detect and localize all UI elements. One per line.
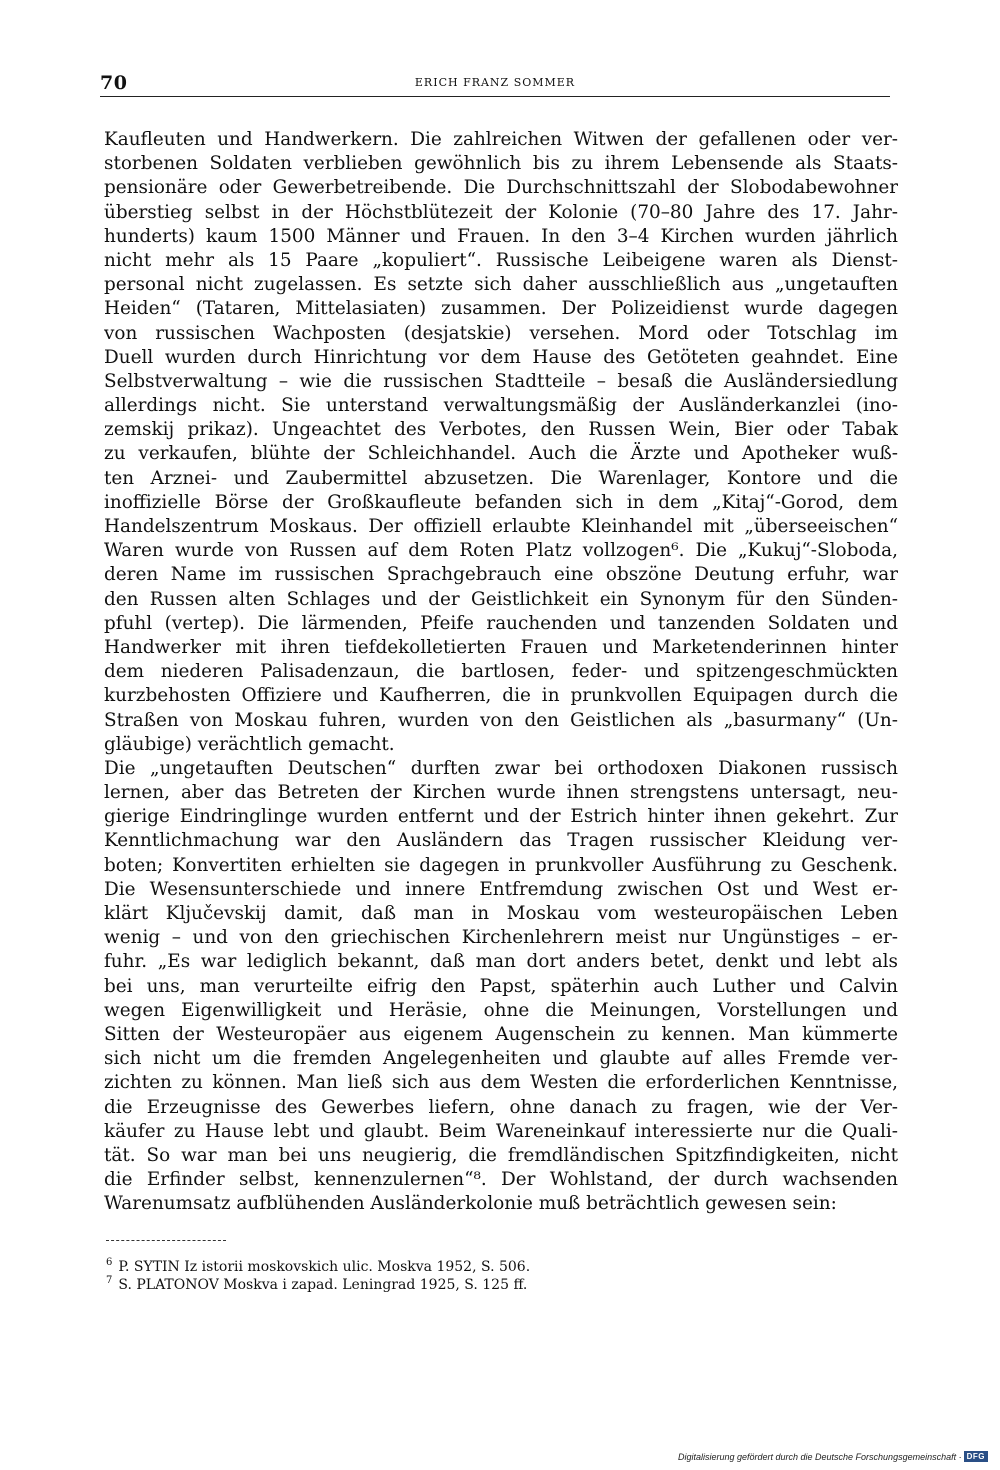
- text-line: Heiden“ (Tataren, Mittelasiaten) zusammen. Der Polizeidienst wurde dagegen: [104, 298, 898, 320]
- text-line: wenig – und von den griechischen Kirchenlehrern meist nur Ungünstiges – er-: [104, 927, 898, 949]
- text-line: überstieg selbst in der Höchstblütezeit der Kolonie (70–80 Jahre des 17. Jahr-: [104, 201, 898, 223]
- text-line: gierige Eindringlinge wurden entfernt und der Estrich hinter ihnen gekehrt. Zur: [104, 806, 898, 828]
- text-line: käufer zu Hause lebt und glaubt. Beim Wareneinkauf interessierte nur die Quali-: [104, 1120, 898, 1142]
- text-line: storbenen Soldaten verblieben gewöhnlich bis zu ihrem Lebensende als Staats-: [104, 153, 898, 175]
- text-line: boten; Konvertiten erhielten sie dagegen in prunkvoller Ausführung zu Geschenk.: [104, 854, 898, 876]
- text-line: allerdings nicht. Sie unterstand verwaltungsmäßig der Ausländerkanzlei (ino-: [104, 395, 898, 417]
- text-line: Die „ungetauften Deutschen“ durften zwar bei orthodoxen Diakonen russisch: [104, 757, 898, 779]
- page-header: [100, 70, 890, 97]
- text-line: inoffizielle Börse der Großkaufleute befanden sich in dem „Kitaj“-Gorod, dem: [104, 491, 898, 513]
- running-head: ERICH FRANZ SOMMER: [414, 76, 576, 89]
- footnote-mark: 7: [106, 1275, 113, 1287]
- text-line: Duell wurden durch Hinrichtung vor dem Hause des Getöteten geahndet. Eine: [104, 346, 898, 368]
- text-line: Waren wurde von Russen auf dem Roten Platz vollzogen⁶. Die „Kukuj“-Sloboda,: [104, 540, 898, 562]
- footnote-text: P. SYTIN Iz istorii moskovskich ulic. Moskva 1952, S. 506.: [118, 1259, 531, 1275]
- text-line: fuhr. „Es war lediglich bekannt, daß man dort anders betet, denkt und lebt als: [104, 951, 898, 973]
- text-line: Straßen von Moskau fuhren, wurden von den Geistlichen als „basurmany“ (Un-: [104, 709, 898, 731]
- text-line: sich nicht um die fremden Angelegenheiten und glaubte auf alles Fremde ver-: [104, 1048, 898, 1070]
- text-line: von russischen Wachposten (desjatskie) versehen. Mord oder Totschlag im: [104, 322, 898, 344]
- digitization-footer: [678, 1451, 988, 1462]
- footer-credit: Digitalisierung gefördert durch die Deutsche Forschungsgemeinschaft ·: [677, 1451, 962, 1462]
- text-line: klärt Ključevskij damit, daß man in Moskau vom westeuropäischen Leben: [104, 903, 898, 924]
- text-line: den Russen alten Schlages und der Geistlichkeit ein Synonym für den Sünden-: [104, 588, 898, 610]
- text-line: Sitten der Westeuropäer aus eigenem Augenschein zu kennen. Man kümmerte: [104, 1023, 898, 1045]
- text-line: Die Wesensunterschiede und innere Entfremdung zwischen Ost und West er-: [104, 878, 898, 900]
- text-line: lernen, aber das Betreten der Kirchen wurde ihnen strengstens untersagt, neu-: [104, 782, 898, 804]
- body-text: [104, 128, 898, 1216]
- text-line: ten Arznei- und Zaubermittel abzusetzen. Die Warenlager, Kontore und die: [104, 467, 898, 489]
- footnote: [106, 1276, 706, 1294]
- text-line: Selbstverwaltung – wie die russischen Stadtteile – besaß die Ausländersiedlung: [104, 370, 898, 392]
- text-line: wegen Eigenwilligkeit und Heräsie, ohne die Meinungen, Vorstellungen und: [104, 999, 898, 1021]
- text-line: zichten zu können. Man ließ sich aus dem Westen die erforderlichen Kenntnisse,: [104, 1072, 898, 1094]
- text-line: gläubige) verächtlich gemacht.: [104, 733, 395, 755]
- footnote-mark: 6: [106, 1257, 113, 1269]
- footnotes: [106, 1258, 706, 1294]
- text-line: Kenntlichmachung war den Ausländern das Tragen russischer Kleidung ver-: [104, 830, 898, 852]
- text-line: dem niederen Palisadenzaun, die bartlosen, feder- und spitzengeschmückten: [104, 661, 898, 683]
- dfg-logo: DFG: [964, 1451, 988, 1462]
- text-line: die Erfinder selbst, kennenzulernen“⁸. Der Wohlstand, der durch wachsenden: [104, 1169, 898, 1191]
- text-line: deren Name im russischen Sprachgebrauch eine obszöne Deutung erfuhr, war: [104, 564, 898, 586]
- text-line: zu verkaufen, blühte der Schleichhandel. Auch die Ärzte und Apotheker wuß-: [104, 443, 898, 465]
- text-line: Handelszentrum Moskaus. Der offiziell erlaubte Kleinhandel mit „überseeischen“: [104, 516, 898, 537]
- text-line: nicht mehr als 15 Paare „kopuliert“. Russische Leibeigene waren als Dienst-: [104, 249, 898, 271]
- footnote-separator: [106, 1240, 226, 1241]
- text-line: pfuhl (vertep). Die lärmenden, Pfeife rauchenden und tanzenden Soldaten und: [104, 612, 898, 634]
- text-line: Handwerker mit ihren tiefdekolletierten Frauen und Marketenderinnen hinter: [104, 636, 898, 658]
- text-line: kurzbehosten Offiziere und Kaufherren, die in prunkvollen Equipagen durch die: [104, 685, 898, 707]
- text-line: die Erzeugnisse des Gewerbes liefern, ohne danach zu fragen, wie der Ver-: [104, 1096, 898, 1118]
- text-line: bei uns, man verurteilte eifrig den Papst, späterhin auch Luther und Calvin: [104, 975, 898, 997]
- text-line: personal nicht zugelassen. Es setzte sich daher ausschließlich aus „ungetauften: [104, 274, 898, 296]
- footnote: [106, 1258, 706, 1276]
- text-line: zemskij prikaz). Ungeachtet des Verbotes, den Russen Wein, Bier oder Tabak: [104, 419, 898, 441]
- text-line: Kaufleuten und Handwerkern. Die zahlreichen Witwen der gefallenen oder ver-: [104, 129, 898, 150]
- text-line: Warenumsatz aufblühenden Ausländerkolonie muß beträchtlich gewesen sein:: [104, 1193, 837, 1215]
- page-number: 70: [100, 72, 128, 94]
- text-line: pensionäre oder Gewerbetreibende. Die Durchschnittszahl der Slobodabewohner: [104, 177, 898, 199]
- footnote-text: S. PLATONOV Moskva i zapad. Leningrad 1925, S. 125 ff.: [118, 1277, 528, 1293]
- text-line: hunderts) kaum 1500 Männer und Frauen. In den 3–4 Kirchen wurden jährlich: [104, 225, 898, 247]
- text-line: tät. So war man bei uns neugierig, die fremdländischen Spitzfindigkeiten, nicht: [104, 1144, 898, 1166]
